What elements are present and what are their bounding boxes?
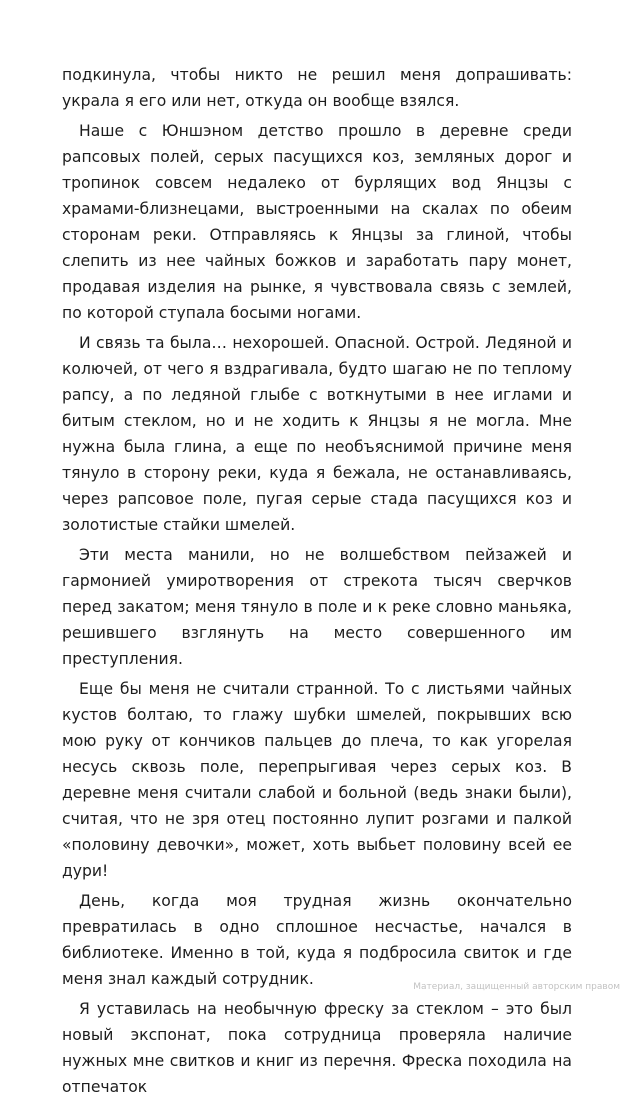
paragraph-3: И связь та была… нехорошей. Опасной. Острой. Ледяной и колючей, от чего я вздрагивала, будто шагаю не по теплому рапсу, а по ледяной глыбе с воткнутыми в нее иглами и битым стеклом, но и не ходить к Янцзы я не могла. Мне нужна была глина, а еще по необъяснимой причине меня тянуло в сторону реки, куда я бежала, не останавливаясь, через рапсовое поле, пугая серые стада пасущихся коз и золотистые стайки шмелей. — [62, 334, 572, 534]
paragraph-2: Наше с Юншэном детство прошло в деревне среди рапсовых полей, серых пасущихся коз, земляных дорог и тропинок совсем недалеко от бурлящих вод Янцзы с храмами-близнецами, выстроенными на скалах по обеим сторонам реки. Отправляясь к Янцзы за глиной, чтобы слепить из нее чайных божков и заработать пару монет, продавая изделия на рынке, я чувствовала связь с землей, по которой ступала босыми ногами. — [62, 122, 572, 322]
copyright-watermark: Материал, защищенный авторским правом — [413, 982, 620, 992]
paragraph-6: День, когда моя трудная жизнь окончательно превратилась в одно сплошное несчастье, начался в библиотеке. Именно в той, куда я подбросила свиток и где меня знал каждый сотрудник. — [62, 892, 572, 988]
paragraph-1: подкинула, чтобы никто не решил меня допрашивать: украла я его или нет, откуда он вообще взялся. — [62, 66, 572, 110]
paragraph-5: Еще бы меня не считали странной. То с листьями чайных кустов болтаю, то глажу шубки шмелей, покрывших всю мою руку от кончиков пальцев до плеча, то как угорелая несусь сквозь поле, перепрыгивая через серых коз. В деревне меня считали слабой и больной (ведь знаки были), считая, что не зря отец постоянно лупит розгами и палкой «половину девочки», может, хоть выбьет половину всей ее дури! — [62, 680, 572, 880]
paragraph-7: Я уставилась на необычную фреску за стеклом – это был новый экспонат, пока сотрудница проверяла наличие нужных мне свитков и книг из перечня. Фреска походила на отпечаток — [62, 1000, 572, 1096]
paragraph-4: Эти места манили, но не волшебством пейзажей и гармонией умиротворения от стрекота тысяч сверчков перед закатом; меня тянуло в поле и к реке словно маньяка, решившего взглянуть на место совершенного им преступления. — [62, 546, 572, 668]
book-page-text — [62, 62, 572, 1104]
